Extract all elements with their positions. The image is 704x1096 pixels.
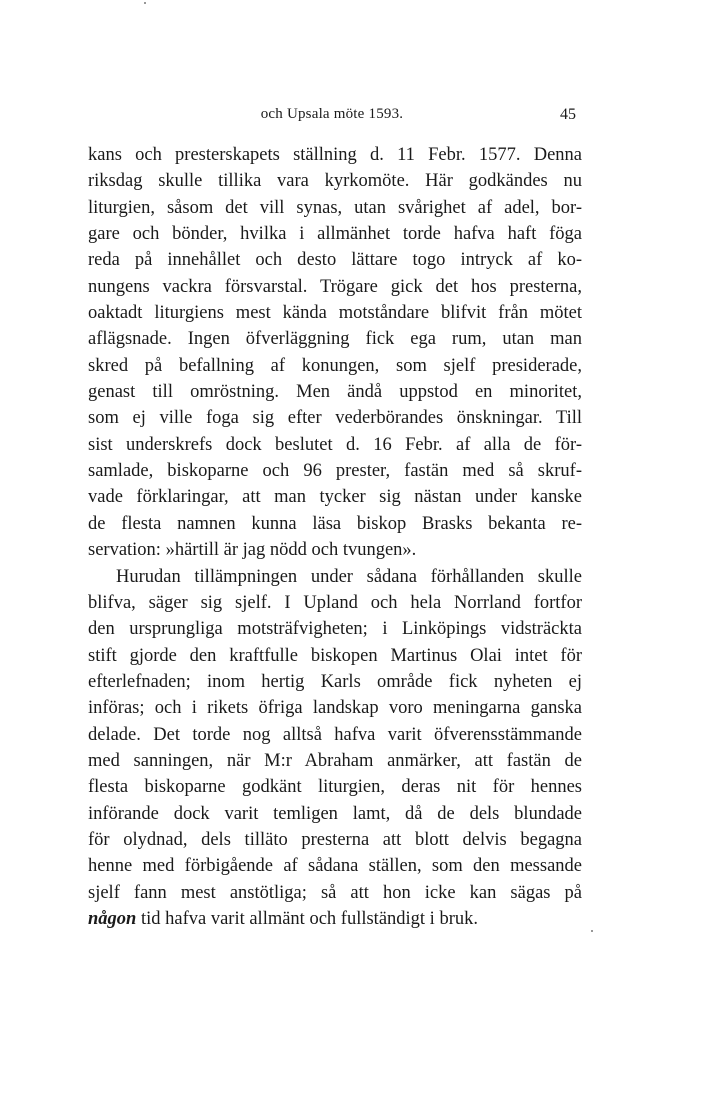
text-line: införande dock varit temligen lamt, då de dels blundade [88, 803, 582, 824]
text-line: blifva, säger sig sjelf. I Upland och hela Norrland fortfor [88, 592, 582, 613]
text-line: genast till omröstning. Men ändå uppstod en minoritet, [88, 382, 582, 403]
page-number: 45 [560, 106, 576, 123]
text-line: gare och bönder, hvilka i allmänhet torde hafva haft föga [88, 224, 582, 245]
text-line: den ursprungliga motsträfvigheten; i Linköpings vidsträckta [88, 619, 582, 640]
text-line: de flesta namnen kunna läsa biskop Brasks bekanta re- [88, 513, 582, 534]
text-line: servation: »härtill är jag nödd och tvungen». [88, 540, 417, 561]
text-line: flesta biskoparne godkänt liturgien, deras nit för hennes [88, 777, 582, 798]
text-line: stift gjorde den kraftfulle biskopen Martinus Olai intet för [88, 645, 582, 666]
scan-speck [144, 2, 146, 4]
text-line: sist underskrefs dock beslutet d. 16 Febr. af alla de för- [88, 434, 582, 455]
body-text [88, 142, 582, 932]
text-line-final [88, 906, 582, 932]
running-head: och Upsala möte 1593. [260, 106, 404, 122]
text-line: Hurudan tillämpningen under sådana förhållanden skulle [116, 566, 582, 587]
text-line: henne med förbigående af sådana ställen, som den messande [88, 856, 582, 877]
text-line: aflägsnade. Ingen öfverläggning fick ega rum, utan man [88, 329, 582, 350]
scan-speck [591, 930, 593, 932]
text-line: med sanningen, när M:r Abraham anmärker, att fastän de [88, 750, 582, 771]
text-line: efterlefnaden; inom hertig Karls område fick nyheten ej [88, 671, 582, 692]
emphasized-word: någon [88, 908, 137, 929]
text-line: skred på befallning af konungen, som sjelf presiderade, [88, 355, 582, 376]
text-line: reda på innehållet och desto lättare togo intryck af ko- [88, 250, 582, 271]
text-line: oaktadt liturgiens mest kända motståndare blifvit från mötet [88, 303, 582, 324]
text-line: för olydnad, dels tilläto presterna att blott delvis begagna [88, 829, 582, 850]
page-header [88, 100, 576, 130]
paragraph-2 [88, 564, 582, 933]
text-line: kans och presterskapets ställning d. 11 Febr. 1577. Denna [88, 145, 582, 165]
text-line: vade förklaringar, att man tycker sig nästan under kanske [88, 487, 582, 508]
text-line: samlade, biskoparne och 96 prester, fastän med så skruf- [88, 461, 582, 482]
text-line: riksdag skulle tillika vara kyrkomöte. Här godkändes nu [88, 171, 582, 192]
text-line: införas; och i rikets öfriga landskap voro meningarna ganska [88, 698, 582, 719]
text-line: sjelf fann mest anstötliga; så att hon icke kan sägas på [88, 882, 582, 903]
text-line: liturgien, såsom det vill synas, utan svårighet af adel, bor- [88, 197, 582, 218]
text-line: delade. Det torde nog alltså hafva varit öfverensstämmande [88, 724, 582, 745]
final-line-text: tid hafva varit allmänt och fullständigt i bruk. [136, 908, 478, 929]
paragraph-1 [88, 142, 582, 564]
text-line: nungens vackra försvarstal. Trögare gick det hos presterna, [88, 276, 582, 297]
text-line: som ej ville foga sig efter vederbörandes önskningar. Till [88, 408, 582, 429]
